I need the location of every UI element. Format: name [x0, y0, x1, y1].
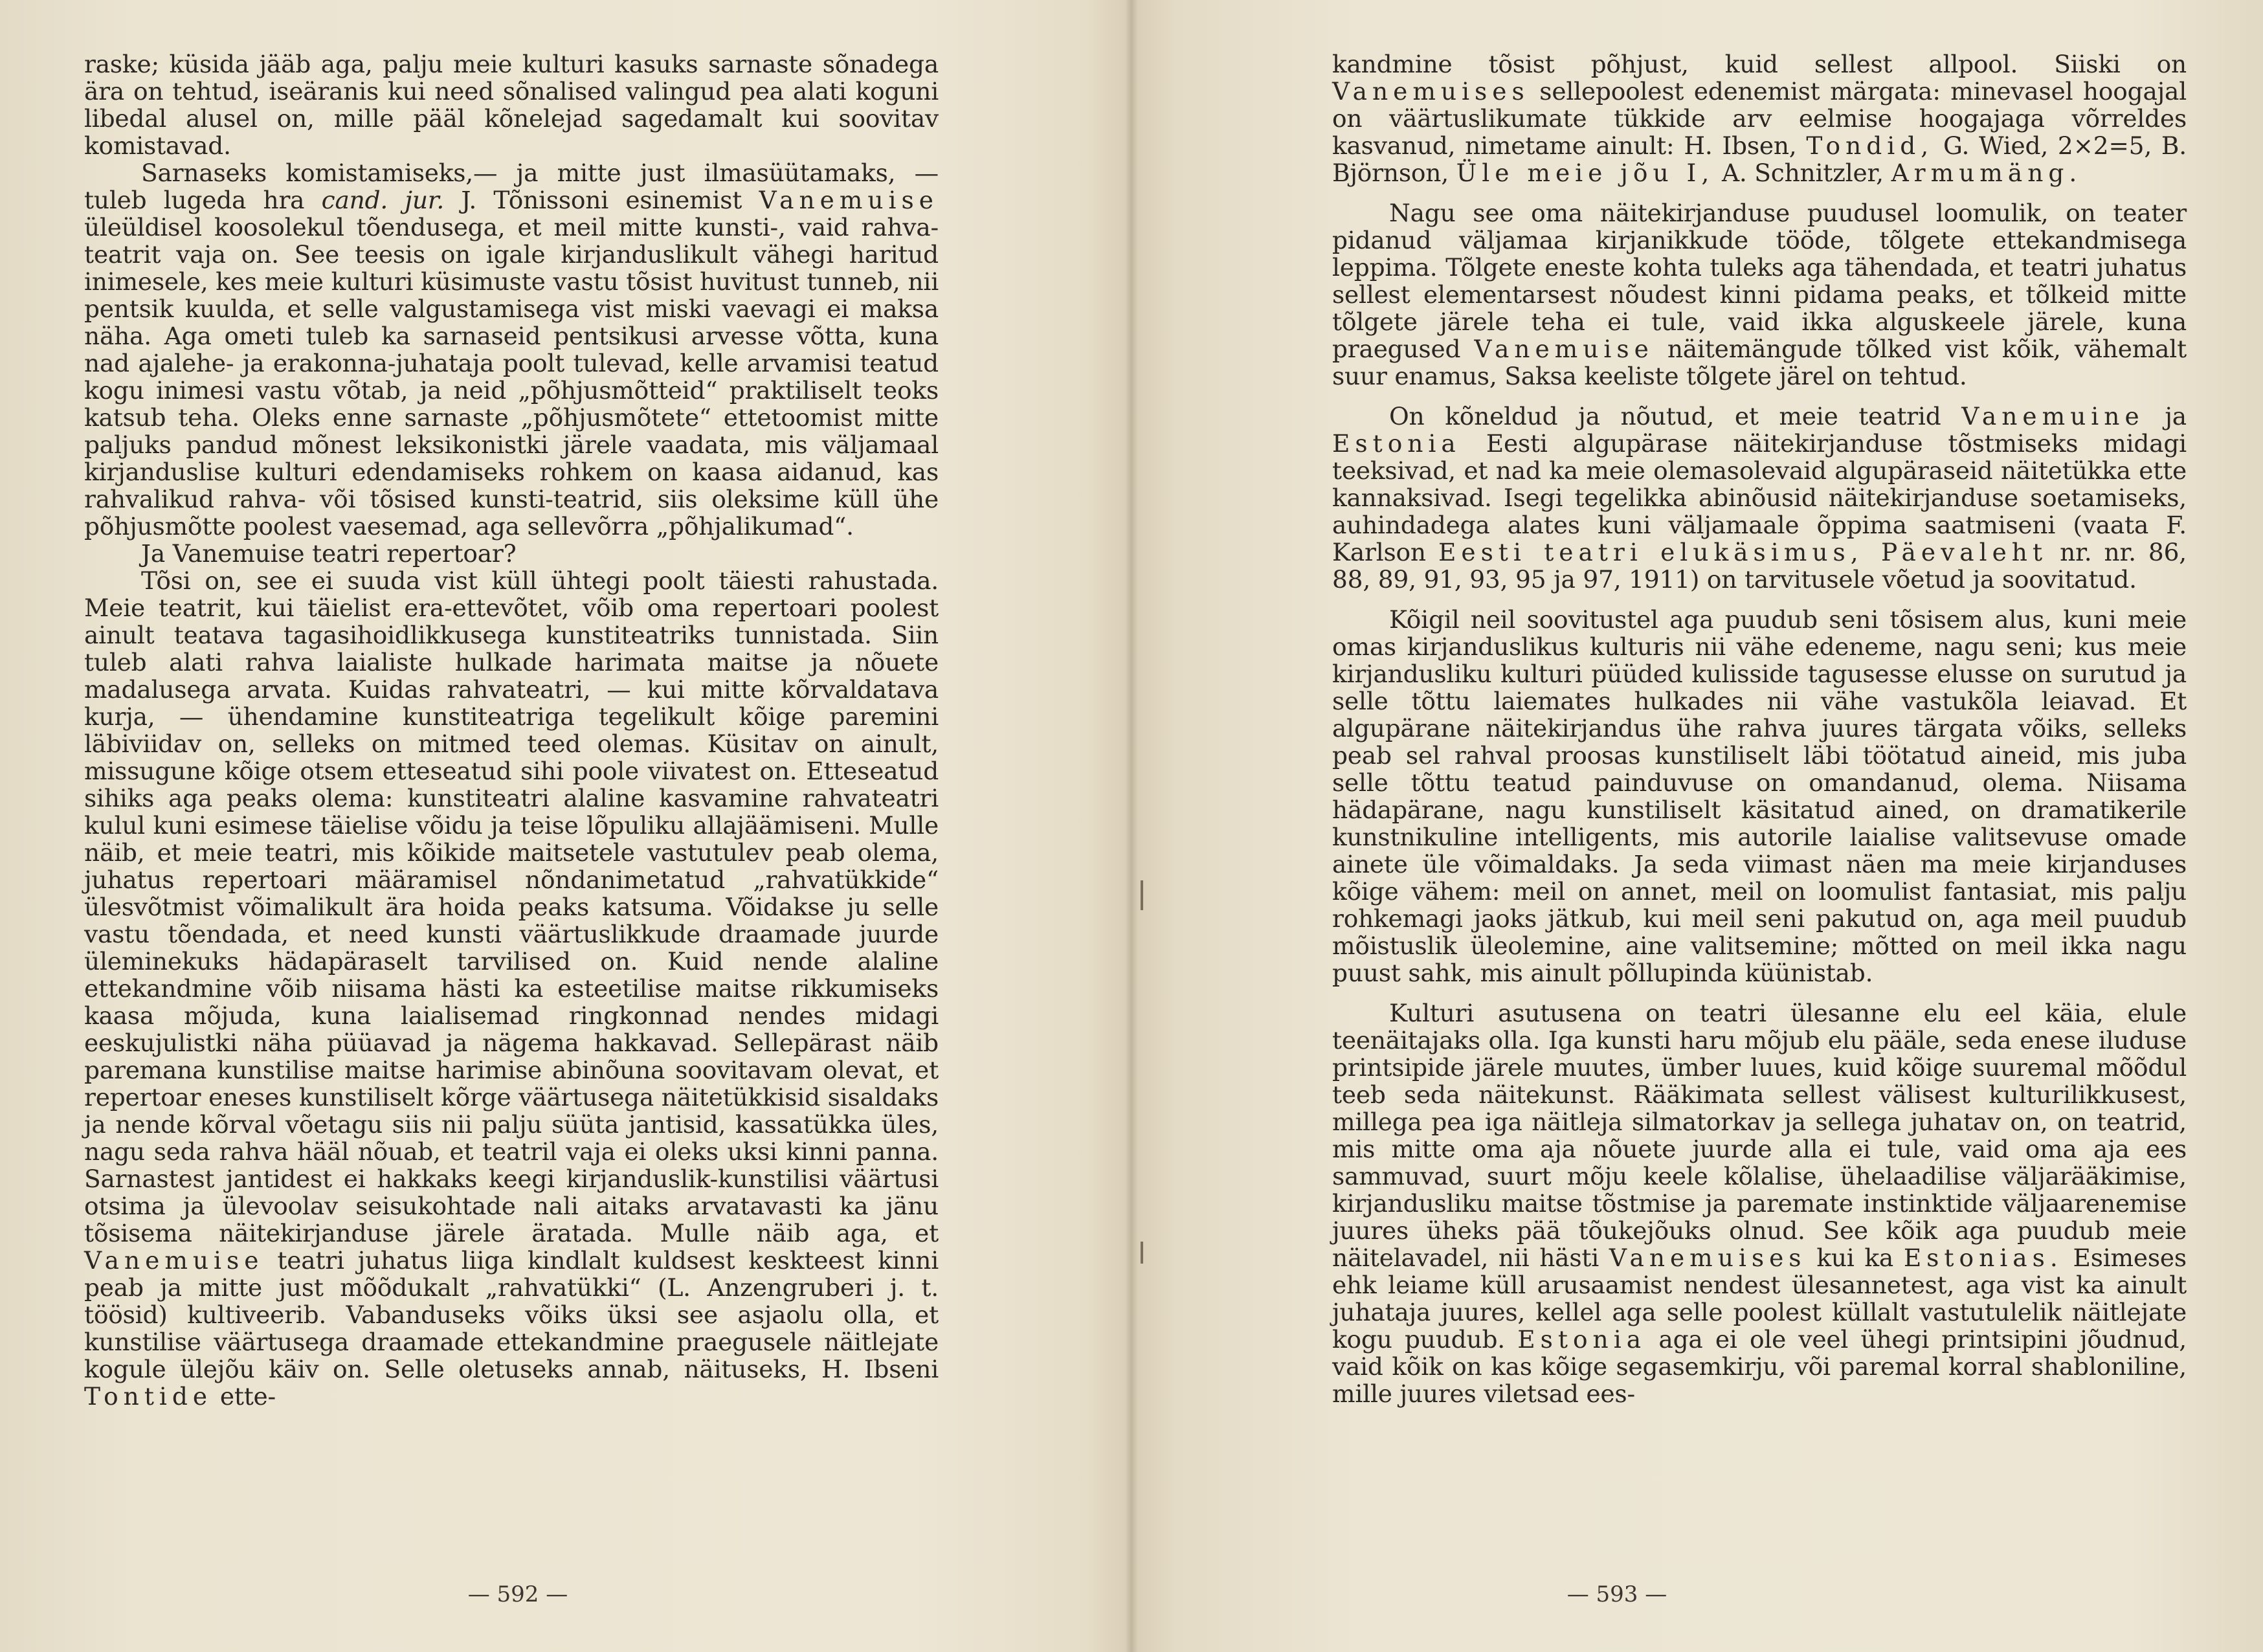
paragraph: Kulturi asutusena on teatri ülesanne elu eel käia, elule teenäitajaks olla. Iga kunsti haru mõjub elu pääle, seda enese iluduse printsipide järele muutes, ümber luues, kuid kõige suuremal mõõdul teeb seda näitekunst. Rääkimata sellest välisest kulturilikkusest, millega pea iga näitleja silmatorkav ja sellega juhatav on, on teatrid, mis mitte oma aja nõuete juurde alla ei tule, vaid oma aja ees sammuvad, suurt mõju keele kõlalise, ühelaadilise väljarääkimise, kirjandusliku maitse tõstmise ja paremate instinktide väljaarenemise juures üheks pää tõukejõuks olnud. See kõik aga puudub meie näitelavadel, nii hästi Vanemuises kui ka Estonias. Esimeses ehk leiame küll arusaamist nendest ülesannetest, aga vist ka ainult juhataja juures, kellel aga selle poolest küllalt vastutulelik näitlejate kogu puudub. Estonia aga ei ole veel ühegi printsipini jõudnud, vaid kõik on kas kõige segasemkirju, või paremal korral shabloniline, mille juures viletsad ees-	[1332, 999, 2187, 1408]
paragraph: Kõigil neil soovitustel aga puudub seni tõsisem alus, kuni meie omas kirjanduslikus kulturis nii vähe edeneme, nagu seni; kus meie kirjandusliku kulturi püüded kulisside tagusesse elusse on surutud ja selle tõttu laiemates hulkades nii vähe vastukõla leiavad. Et algupärane näitekirjandus ühe rahva juures tärgata võiks, selleks peab sel rahval proosas kunstiliselt läbi töötatud aineid, mis juba selle tõttu teatud painduvuse on omandanud, olema. Niisama hädapärane, nagu kunstiliselt käsitatud ained, on dramatikerile kunstnikuline intelligents, mis autorile laialise valitsevuse omade ainete üle võimaldaks. Ja seda viimast näen ma meie kirjanduses kõige vähem: meil on annet, meil on loomulist fantasiat, mis palju rohkemagi jaoks jätkub, kui meil seni pakutud on, aga meil puudub mõistuslik üleolemine, aine valitsemine; mõtted on meil ikka nagu puust sahk, mis ainult põllupinda küünistab.	[1332, 605, 2187, 987]
right-page-text	[1332, 50, 2187, 1407]
paragraph: raske; küsida jääb aga, palju meie kulturi kasuks sarnaste sõnadega ära on tehtud, iseäranis kui need sõnalised valingud pea alati koguni libedal alusel on, mille pääl kõnelejad sagedamalt kui soovitav komistavad.	[84, 50, 939, 160]
paragraph: kandmine tõsist põhjust, kuid sellest allpool. Siiski on Vanemuises sellepoolest edenemist märgata: minevasel hoogajal on väärtuslikumate tükkide arv eelmise hoogajaga võrreldes kasvanud, nimetame ainult: H. Ibsen, Tondid, G. Wied, 2×2=5, B. Björnson, Üle meie jõu I, A. Schnitzler, Armumäng.	[1332, 50, 2187, 187]
left-page-text	[84, 50, 939, 1410]
page-number: — 593 —	[1566, 1581, 1667, 1607]
paragraph: Sarnaseks komistamiseks,— ja mitte just ilmasüütamaks, — tuleb lugeda hra cand. jur. J. Tõnissoni esinemist Vanemuise üleüldisel koosolekul tõendusega, et meil mitte kunsti-, vaid rahva-teatrit vaja on. See teesis on igale kirjanduslikult vähegi haritud inimesele, kes meie kulturi küsimuste vastu tõsist huvitust tunneb, nii pentsik kuulda, et selle valgustamisega vist miski vaevagi ei maksa näha. Aga ometi tuleb ka sarnaseid pentsikusi arvesse võtta, kuna nad ajalehe- ja erakonna-juhataja poolt tulevad, kelle arvamisi teatud kogu inimesi vastu võtab, ja neid „põhjusmõtteid“ praktiliselt teoks katsub teha. Oleks enne sarnaste „põhjusmõtete“ ettetoomist mitte paljuks pandud mõnest leksikonistki järele vaadata, mis väljamaal kirjanduslise kulturi edendamiseks rohkem on kaasa aidanud, kas rahvalikud rahva- või tõsised kunsti-teatrid, siis oleksime küll ühe põhjusmõtte poolest vaesemad, aga sellevõrra „põhjalikumad“.	[84, 159, 939, 541]
paragraph: On kõneldud ja nõutud, et meie teatrid Vanemuine ja Estonia Eesti algupärase näitekirjanduse tõstmiseks midagi teeksivad, et nad ka meie olemasolevaid algupäraseid näitetükka ette kannaksivad. Isegi tegelikka abinõusid näitekirjanduse soetamiseks, auhindadega alates kuni väljamaale õppima saatmiseni (vaata F. Karlson Eesti teatri elukäsimus, Päevaleht nr. nr. 86, 88, 89, 91, 93, 95 ja 97, 1911) on tarvitusele võetud ja soovitatud.	[1332, 402, 2187, 594]
paragraph: Nagu see oma näitekirjanduse puudusel loomulik, on teater pidanud väljamaa kirjanikkude tööde, tõlgete ettekandmisega leppima. Tõlgete eneste kohta tuleks aga tähendada, et teatri juhatus sellest elementarsest nõudest kinni pidama peaks, et tõlkeid mitte tõlgete järele teha ei tule, vaid ikka alguskeele järele, kuna praegused Vanemuise näitemängude tõlked vist kõik, vähemalt suur enamus, Saksa keeliste tõlgete järel on tehtud.	[1332, 199, 2187, 390]
page-number: — 592 —	[467, 1581, 568, 1607]
paragraph: Tõsi on, see ei suuda vist küll ühtegi poolt täiesti rahustada. Meie teatrit, kui täielist era-ettevõtet, võib oma repertoari poolest ainult teatava tagasihoidlikkusega kunstiteatriks tunnistada. Siin tuleb alati rahva laialiste hulkade harimata maitse ja nõuete madalusega arvata. Kuidas rahvateatri, — kui mitte kõrvaldatava kurja, — ühendamine kunstiteatriga tegelikult kõige paremini läbiviidav on, selleks on mitmed teed olemas. Küsitav on ainult, missugune kõige otsem etteseatud sihi poole viivatest on. Etteseatud sihiks aga peaks olema: kunstiteatri alaline kasvamine rahvateatri kulul kuni esimese täielise võidu ja teise lõpuliku allajäämiseni. Mulle näib, et meie teatri, mis kõikide maitsetele vastutulev peab olema, juhatus repertoari määramisel nõndanimetatud „rahvatükkide“ ülesvõtmist võimalikult ära hoida peaks katsuma. Võidakse ju selle vastu tõendada, et need kunsti väärtuslikkude draamade juurde üleminekuks hädapäraselt tarvilised on. Kuid nende alaline ettekandmine võib niisama hästi ka esteetilise maitse rikkumiseks kaasa mõjuda, kuna laialisemad ringkonnad nendes midagi eeskujulistki näha püüavad ja nägema hakkavad. Sellepärast näib paremana kunstilise maitse harimise abinõuna soovitavam olevat, et repertoar eneses kunstiliselt kõrge väärtusega näitetükkisid sisaldaks ja nende kõrval võetagu siis nii palju süüta jantisid, kassatükka üles, nagu seda rahva hääl nõuab, et teatril vaja ei oleks uksi kinni panna. Sarnastest jantidest ei hakkaks keegi kirjanduslik-kunstilisi väärtusi otsima ja ülevoolav seisukohtade nali aitaks arvatavasti ka jänu tõsisema näitekirjanduse järele äratada. Mulle näib aga, et Vanemuise teatri juhatus liiga kindlalt kuldsest keskteest kinni peab ja mitte just mõõdukalt „rahvatükki“ (L. Anzengruberi j. t. töösid) kultiveerib. Vabanduseks võiks üksi see asjaolu olla, et kunstilise väärtusega draamade ettekandmine praegusele näitlejate kogule ülejõu käiv on. Selle oletuseks annab, näituseks, H. Ibseni Tontide ette-	[84, 566, 939, 1411]
paragraph: Ja Vanemuise teatri repertoar?	[141, 539, 517, 568]
right-page	[1132, 0, 2263, 1652]
